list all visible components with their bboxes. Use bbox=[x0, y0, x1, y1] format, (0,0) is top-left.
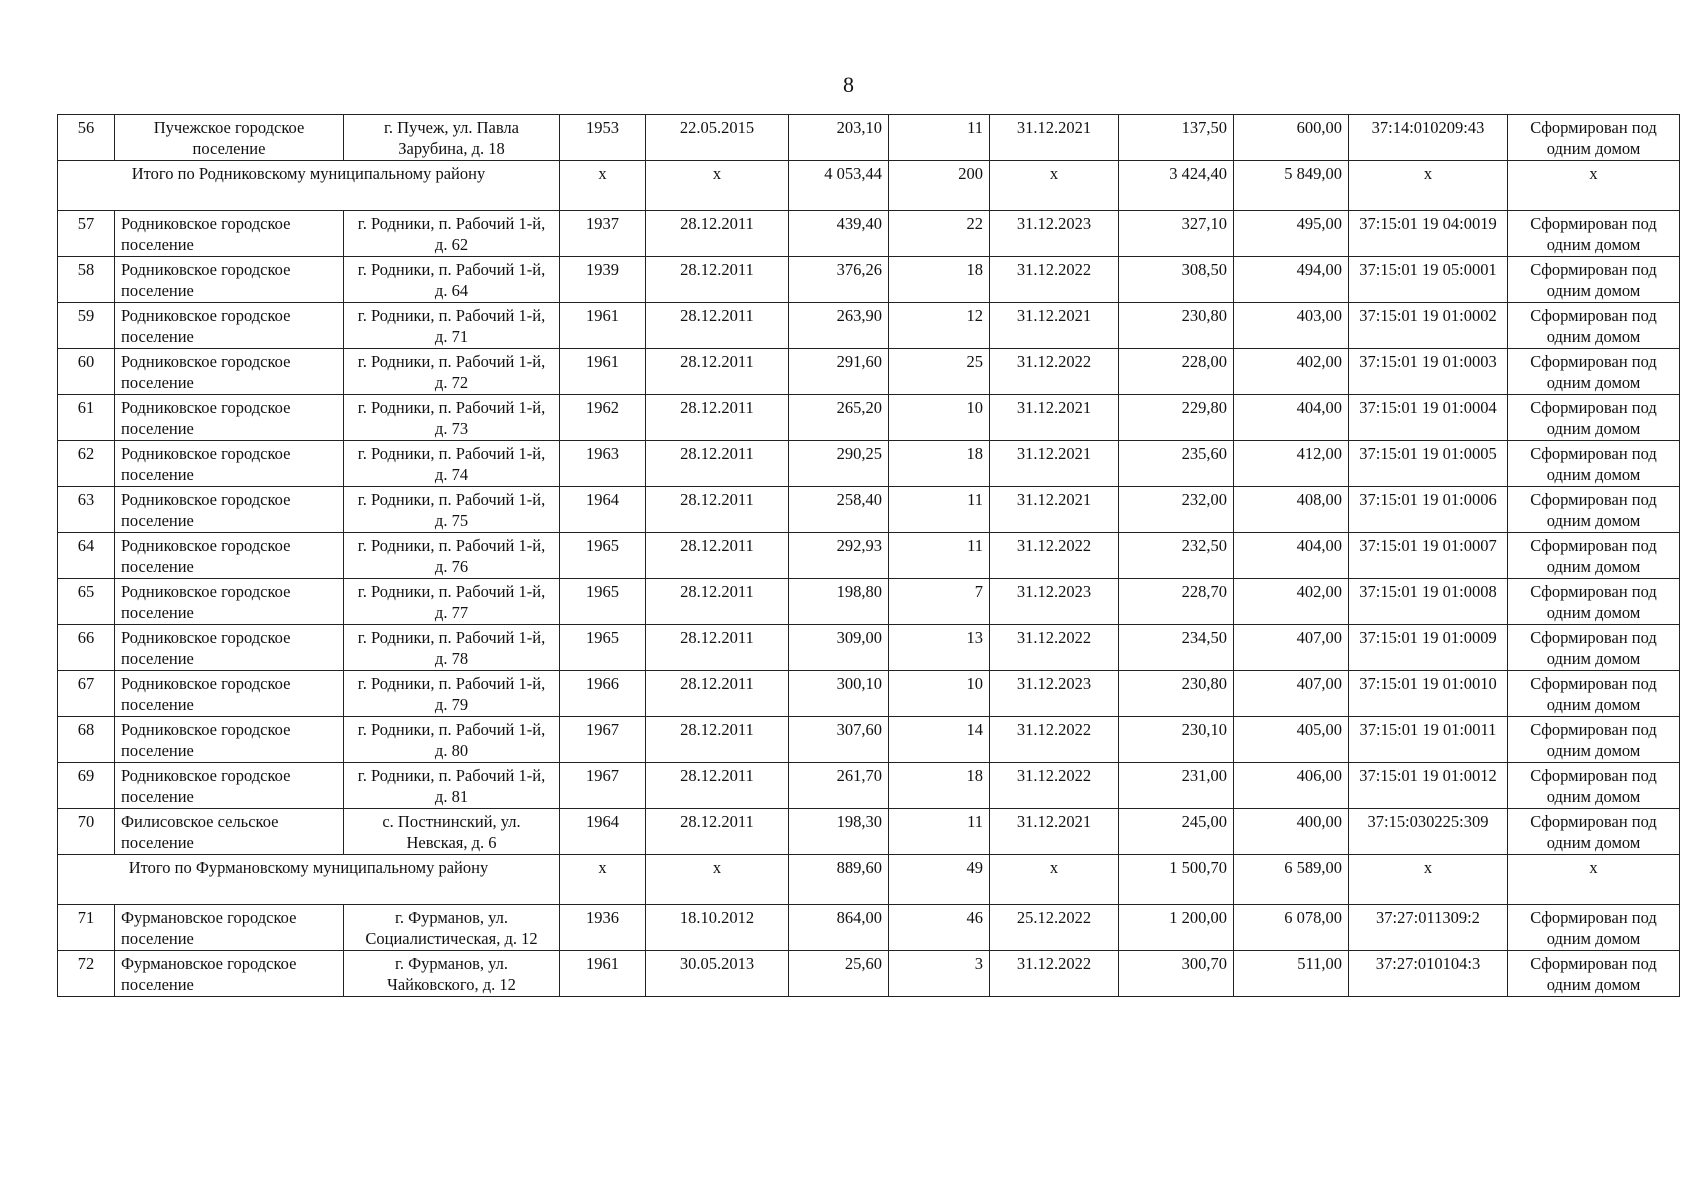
deadline-date: 31.12.2023 bbox=[990, 211, 1119, 257]
row-number: 72 bbox=[58, 951, 115, 997]
cadastral-number: 37:15:030225:309 bbox=[1349, 809, 1508, 855]
build-year: 1936 bbox=[560, 905, 646, 951]
row-number: 57 bbox=[58, 211, 115, 257]
residents-count: 13 bbox=[889, 625, 990, 671]
residents-count: 7 bbox=[889, 579, 990, 625]
recognition-date: х bbox=[646, 855, 789, 905]
cadastral-number: 37:15:01 19 01:0011 bbox=[1349, 717, 1508, 763]
cost-value: 404,00 bbox=[1234, 395, 1349, 441]
land-area-value: 230,80 bbox=[1119, 303, 1234, 349]
house-address: г. Родники, п. Рабочий 1-й, д. 72 bbox=[344, 349, 560, 395]
land-area-value: 230,80 bbox=[1119, 671, 1234, 717]
plot-status: Сформирован под одним домом bbox=[1508, 395, 1680, 441]
settlement-name: Родниковское городское поселение bbox=[115, 763, 344, 809]
residents-count: 18 bbox=[889, 441, 990, 487]
build-year: 1962 bbox=[560, 395, 646, 441]
cadastral-number: 37:15:01 19 01:0003 bbox=[1349, 349, 1508, 395]
plot-status: Сформирован под одним домом bbox=[1508, 763, 1680, 809]
recognition-date: 28.12.2011 bbox=[646, 211, 789, 257]
row-number: 70 bbox=[58, 809, 115, 855]
plot-status: Сформирован под одним домом bbox=[1508, 717, 1680, 763]
plot-status: Сформирован под одним домом bbox=[1508, 809, 1680, 855]
cost-value: 511,00 bbox=[1234, 951, 1349, 997]
deadline-date: 31.12.2021 bbox=[990, 441, 1119, 487]
recognition-date: 28.12.2011 bbox=[646, 441, 789, 487]
total-label: Итого по Родниковскому муниципальному району bbox=[58, 161, 560, 211]
cost-value: 495,00 bbox=[1234, 211, 1349, 257]
cost-value: 404,00 bbox=[1234, 533, 1349, 579]
land-area-value: 231,00 bbox=[1119, 763, 1234, 809]
land-area-value: 229,80 bbox=[1119, 395, 1234, 441]
area-value: 307,60 bbox=[789, 717, 889, 763]
settlement-name: Родниковское городское поселение bbox=[115, 625, 344, 671]
cost-value: 6 589,00 bbox=[1234, 855, 1349, 905]
cadastral-number: 37:15:01 19 01:0006 bbox=[1349, 487, 1508, 533]
land-area-value: 137,50 bbox=[1119, 115, 1234, 161]
plot-status: Сформирован под одним домом bbox=[1508, 487, 1680, 533]
house-address: г. Родники, п. Рабочий 1-й, д. 73 bbox=[344, 395, 560, 441]
page-number: 8 bbox=[843, 72, 854, 97]
residents-count: 49 bbox=[889, 855, 990, 905]
build-year: 1964 bbox=[560, 809, 646, 855]
residents-count: 25 bbox=[889, 349, 990, 395]
cost-value: 408,00 bbox=[1234, 487, 1349, 533]
deadline-date: 31.12.2022 bbox=[990, 257, 1119, 303]
house-address: г. Родники, п. Рабочий 1-й, д. 75 bbox=[344, 487, 560, 533]
recognition-date: 30.05.2013 bbox=[646, 951, 789, 997]
house-address: г. Родники, п. Рабочий 1-й, д. 76 bbox=[344, 533, 560, 579]
settlement-name: Филисовское сельское поселение bbox=[115, 809, 344, 855]
row-number: 67 bbox=[58, 671, 115, 717]
land-area-value: 308,50 bbox=[1119, 257, 1234, 303]
row-number: 61 bbox=[58, 395, 115, 441]
house-address: с. Постнинский, ул. Невская, д. 6 bbox=[344, 809, 560, 855]
build-year: 1961 bbox=[560, 349, 646, 395]
cost-value: 6 078,00 bbox=[1234, 905, 1349, 951]
settlement-name: Пучежское городское поселение bbox=[115, 115, 344, 161]
residents-count: 12 bbox=[889, 303, 990, 349]
recognition-date: 22.05.2015 bbox=[646, 115, 789, 161]
land-area-value: 234,50 bbox=[1119, 625, 1234, 671]
land-area-value: 235,60 bbox=[1119, 441, 1234, 487]
house-address: г. Родники, п. Рабочий 1-й, д. 81 bbox=[344, 763, 560, 809]
cadastral-number: 37:15:01 19 04:0019 bbox=[1349, 211, 1508, 257]
residents-count: 200 bbox=[889, 161, 990, 211]
residents-count: 11 bbox=[889, 487, 990, 533]
residents-count: 11 bbox=[889, 809, 990, 855]
area-value: 292,93 bbox=[789, 533, 889, 579]
area-value: 258,40 bbox=[789, 487, 889, 533]
row-number: 65 bbox=[58, 579, 115, 625]
land-area-value: 1 500,70 bbox=[1119, 855, 1234, 905]
area-value: 261,70 bbox=[789, 763, 889, 809]
build-year: 1965 bbox=[560, 625, 646, 671]
house-address: г. Родники, п. Рабочий 1-й, д. 62 bbox=[344, 211, 560, 257]
cadastral-number: х bbox=[1349, 855, 1508, 905]
cost-value: 406,00 bbox=[1234, 763, 1349, 809]
settlement-name: Родниковское городское поселение bbox=[115, 349, 344, 395]
recognition-date: 28.12.2011 bbox=[646, 487, 789, 533]
area-value: 198,30 bbox=[789, 809, 889, 855]
deadline-date: 31.12.2021 bbox=[990, 809, 1119, 855]
deadline-date: 31.12.2021 bbox=[990, 395, 1119, 441]
row-number: 68 bbox=[58, 717, 115, 763]
cost-value: 407,00 bbox=[1234, 671, 1349, 717]
deadline-date: 31.12.2022 bbox=[990, 625, 1119, 671]
row-number: 56 bbox=[58, 115, 115, 161]
recognition-date: 28.12.2011 bbox=[646, 763, 789, 809]
row-number: 69 bbox=[58, 763, 115, 809]
house-address: г. Родники, п. Рабочий 1-й, д. 78 bbox=[344, 625, 560, 671]
deadline-date: 31.12.2021 bbox=[990, 487, 1119, 533]
recognition-date: 28.12.2011 bbox=[646, 625, 789, 671]
plot-status: х bbox=[1508, 161, 1680, 211]
cadastral-number: 37:15:01 19 01:0004 bbox=[1349, 395, 1508, 441]
residents-count: 22 bbox=[889, 211, 990, 257]
row-number: 58 bbox=[58, 257, 115, 303]
residents-count: 10 bbox=[889, 395, 990, 441]
settlement-name: Родниковское городское поселение bbox=[115, 717, 344, 763]
house-address: г. Родники, п. Рабочий 1-й, д. 64 bbox=[344, 257, 560, 303]
table-row bbox=[58, 717, 1680, 763]
row-number: 59 bbox=[58, 303, 115, 349]
recognition-date: 28.12.2011 bbox=[646, 257, 789, 303]
cadastral-number: х bbox=[1349, 161, 1508, 211]
cost-value: 402,00 bbox=[1234, 349, 1349, 395]
table-row bbox=[58, 951, 1680, 997]
build-year: 1953 bbox=[560, 115, 646, 161]
table-row bbox=[58, 625, 1680, 671]
area-value: 291,60 bbox=[789, 349, 889, 395]
housing-register-table bbox=[57, 114, 1680, 997]
recognition-date: 28.12.2011 bbox=[646, 303, 789, 349]
deadline-date: 31.12.2021 bbox=[990, 115, 1119, 161]
deadline-date: 31.12.2022 bbox=[990, 717, 1119, 763]
area-value: 203,10 bbox=[789, 115, 889, 161]
area-value: 309,00 bbox=[789, 625, 889, 671]
area-value: 300,10 bbox=[789, 671, 889, 717]
land-area-value: 228,00 bbox=[1119, 349, 1234, 395]
recognition-date: 28.12.2011 bbox=[646, 533, 789, 579]
plot-status: Сформирован под одним домом bbox=[1508, 441, 1680, 487]
settlement-name: Родниковское городское поселение bbox=[115, 257, 344, 303]
cost-value: 5 849,00 bbox=[1234, 161, 1349, 211]
table-row bbox=[58, 349, 1680, 395]
table-row bbox=[58, 395, 1680, 441]
cadastral-number: 37:15:01 19 01:0012 bbox=[1349, 763, 1508, 809]
house-address: г. Родники, п. Рабочий 1-й, д. 74 bbox=[344, 441, 560, 487]
plot-status: Сформирован под одним домом bbox=[1508, 211, 1680, 257]
deadline-date: 25.12.2022 bbox=[990, 905, 1119, 951]
cost-value: 400,00 bbox=[1234, 809, 1349, 855]
land-area-value: 1 200,00 bbox=[1119, 905, 1234, 951]
deadline-date: 31.12.2022 bbox=[990, 533, 1119, 579]
build-year: 1963 bbox=[560, 441, 646, 487]
residents-count: 11 bbox=[889, 115, 990, 161]
cost-value: 402,00 bbox=[1234, 579, 1349, 625]
cadastral-number: 37:27:011309:2 bbox=[1349, 905, 1508, 951]
area-value: 889,60 bbox=[789, 855, 889, 905]
residents-count: 46 bbox=[889, 905, 990, 951]
plot-status: Сформирован под одним домом bbox=[1508, 905, 1680, 951]
land-area-value: 232,50 bbox=[1119, 533, 1234, 579]
district-total-row bbox=[58, 855, 1680, 905]
area-value: 376,26 bbox=[789, 257, 889, 303]
land-area-value: 245,00 bbox=[1119, 809, 1234, 855]
area-value: 265,20 bbox=[789, 395, 889, 441]
build-year: 1965 bbox=[560, 533, 646, 579]
settlement-name: Родниковское городское поселение bbox=[115, 395, 344, 441]
recognition-date: 28.12.2011 bbox=[646, 717, 789, 763]
house-address: г. Фурманов, ул. Социалистическая, д. 12 bbox=[344, 905, 560, 951]
house-address: г. Пучеж, ул. Павла Зарубина, д. 18 bbox=[344, 115, 560, 161]
settlement-name: Родниковское городское поселение bbox=[115, 211, 344, 257]
recognition-date: 28.12.2011 bbox=[646, 809, 789, 855]
land-area-value: 327,10 bbox=[1119, 211, 1234, 257]
plot-status: х bbox=[1508, 855, 1680, 905]
recognition-date: х bbox=[646, 161, 789, 211]
recognition-date: 28.12.2011 bbox=[646, 671, 789, 717]
table-row bbox=[58, 257, 1680, 303]
residents-count: 3 bbox=[889, 951, 990, 997]
cadastral-number: 37:15:01 19 01:0008 bbox=[1349, 579, 1508, 625]
row-number: 63 bbox=[58, 487, 115, 533]
build-year: х bbox=[560, 855, 646, 905]
build-year: 1961 bbox=[560, 303, 646, 349]
area-value: 864,00 bbox=[789, 905, 889, 951]
house-address: г. Родники, п. Рабочий 1-й, д. 79 bbox=[344, 671, 560, 717]
cadastral-number: 37:15:01 19 01:0009 bbox=[1349, 625, 1508, 671]
deadline-date: 31.12.2022 bbox=[990, 763, 1119, 809]
build-year: 1966 bbox=[560, 671, 646, 717]
plot-status: Сформирован под одним домом bbox=[1508, 671, 1680, 717]
cadastral-number: 37:15:01 19 01:0010 bbox=[1349, 671, 1508, 717]
table-row bbox=[58, 211, 1680, 257]
row-number: 66 bbox=[58, 625, 115, 671]
deadline-date: 31.12.2022 bbox=[990, 951, 1119, 997]
plot-status: Сформирован под одним домом bbox=[1508, 625, 1680, 671]
house-address: г. Родники, п. Рабочий 1-й, д. 71 bbox=[344, 303, 560, 349]
row-number: 62 bbox=[58, 441, 115, 487]
area-value: 25,60 bbox=[789, 951, 889, 997]
plot-status: Сформирован под одним домом bbox=[1508, 579, 1680, 625]
deadline-date: 31.12.2023 bbox=[990, 579, 1119, 625]
residents-count: 14 bbox=[889, 717, 990, 763]
build-year: 1937 bbox=[560, 211, 646, 257]
table-row bbox=[58, 533, 1680, 579]
district-total-row bbox=[58, 161, 1680, 211]
total-label: Итого по Фурмановскому муниципальному району bbox=[58, 855, 560, 905]
plot-status: Сформирован под одним домом bbox=[1508, 257, 1680, 303]
build-year: 1967 bbox=[560, 763, 646, 809]
plot-status: Сформирован под одним домом bbox=[1508, 115, 1680, 161]
settlement-name: Родниковское городское поселение bbox=[115, 579, 344, 625]
plot-status: Сформирован под одним домом bbox=[1508, 533, 1680, 579]
table-row bbox=[58, 441, 1680, 487]
deadline-date: х bbox=[990, 855, 1119, 905]
cost-value: 405,00 bbox=[1234, 717, 1349, 763]
house-address: г. Родники, п. Рабочий 1-й, д. 80 bbox=[344, 717, 560, 763]
house-address: г. Фурманов, ул. Чайковского, д. 12 bbox=[344, 951, 560, 997]
settlement-name: Родниковское городское поселение bbox=[115, 303, 344, 349]
table-row bbox=[58, 303, 1680, 349]
table-row bbox=[58, 115, 1680, 161]
settlement-name: Родниковское городское поселение bbox=[115, 671, 344, 717]
area-value: 439,40 bbox=[789, 211, 889, 257]
build-year: х bbox=[560, 161, 646, 211]
table-row bbox=[58, 487, 1680, 533]
settlement-name: Родниковское городское поселение bbox=[115, 533, 344, 579]
recognition-date: 28.12.2011 bbox=[646, 579, 789, 625]
area-value: 198,80 bbox=[789, 579, 889, 625]
table-row bbox=[58, 763, 1680, 809]
land-area-value: 230,10 bbox=[1119, 717, 1234, 763]
plot-status: Сформирован под одним домом bbox=[1508, 303, 1680, 349]
residents-count: 18 bbox=[889, 763, 990, 809]
table-row bbox=[58, 579, 1680, 625]
plot-status: Сформирован под одним домом bbox=[1508, 349, 1680, 395]
cadastral-number: 37:15:01 19 01:0002 bbox=[1349, 303, 1508, 349]
residents-count: 11 bbox=[889, 533, 990, 579]
settlement-name: Фурмановское городское поселение bbox=[115, 951, 344, 997]
table-row bbox=[58, 905, 1680, 951]
cadastral-number: 37:15:01 19 01:0005 bbox=[1349, 441, 1508, 487]
settlement-name: Родниковское городское поселение bbox=[115, 441, 344, 487]
residents-count: 10 bbox=[889, 671, 990, 717]
build-year: 1967 bbox=[560, 717, 646, 763]
settlement-name: Фурмановское городское поселение bbox=[115, 905, 344, 951]
cadastral-number: 37:15:01 19 01:0007 bbox=[1349, 533, 1508, 579]
deadline-date: 31.12.2022 bbox=[990, 349, 1119, 395]
build-year: 1961 bbox=[560, 951, 646, 997]
land-area-value: 228,70 bbox=[1119, 579, 1234, 625]
area-value: 290,25 bbox=[789, 441, 889, 487]
deadline-date: 31.12.2021 bbox=[990, 303, 1119, 349]
deadline-date: 31.12.2023 bbox=[990, 671, 1119, 717]
residents-count: 18 bbox=[889, 257, 990, 303]
area-value: 263,90 bbox=[789, 303, 889, 349]
cadastral-number: 37:14:010209:43 bbox=[1349, 115, 1508, 161]
row-number: 71 bbox=[58, 905, 115, 951]
build-year: 1964 bbox=[560, 487, 646, 533]
recognition-date: 18.10.2012 bbox=[646, 905, 789, 951]
recognition-date: 28.12.2011 bbox=[646, 395, 789, 441]
recognition-date: 28.12.2011 bbox=[646, 349, 789, 395]
table-row bbox=[58, 809, 1680, 855]
cost-value: 494,00 bbox=[1234, 257, 1349, 303]
cost-value: 412,00 bbox=[1234, 441, 1349, 487]
cost-value: 403,00 bbox=[1234, 303, 1349, 349]
land-area-value: 3 424,40 bbox=[1119, 161, 1234, 211]
deadline-date: х bbox=[990, 161, 1119, 211]
row-number: 60 bbox=[58, 349, 115, 395]
row-number: 64 bbox=[58, 533, 115, 579]
cadastral-number: 37:15:01 19 05:0001 bbox=[1349, 257, 1508, 303]
cadastral-number: 37:27:010104:3 bbox=[1349, 951, 1508, 997]
table-row bbox=[58, 671, 1680, 717]
land-area-value: 300,70 bbox=[1119, 951, 1234, 997]
settlement-name: Родниковское городское поселение bbox=[115, 487, 344, 533]
plot-status: Сформирован под одним домом bbox=[1508, 951, 1680, 997]
cost-value: 600,00 bbox=[1234, 115, 1349, 161]
area-value: 4 053,44 bbox=[789, 161, 889, 211]
cost-value: 407,00 bbox=[1234, 625, 1349, 671]
house-address: г. Родники, п. Рабочий 1-й, д. 77 bbox=[344, 579, 560, 625]
build-year: 1939 bbox=[560, 257, 646, 303]
build-year: 1965 bbox=[560, 579, 646, 625]
land-area-value: 232,00 bbox=[1119, 487, 1234, 533]
